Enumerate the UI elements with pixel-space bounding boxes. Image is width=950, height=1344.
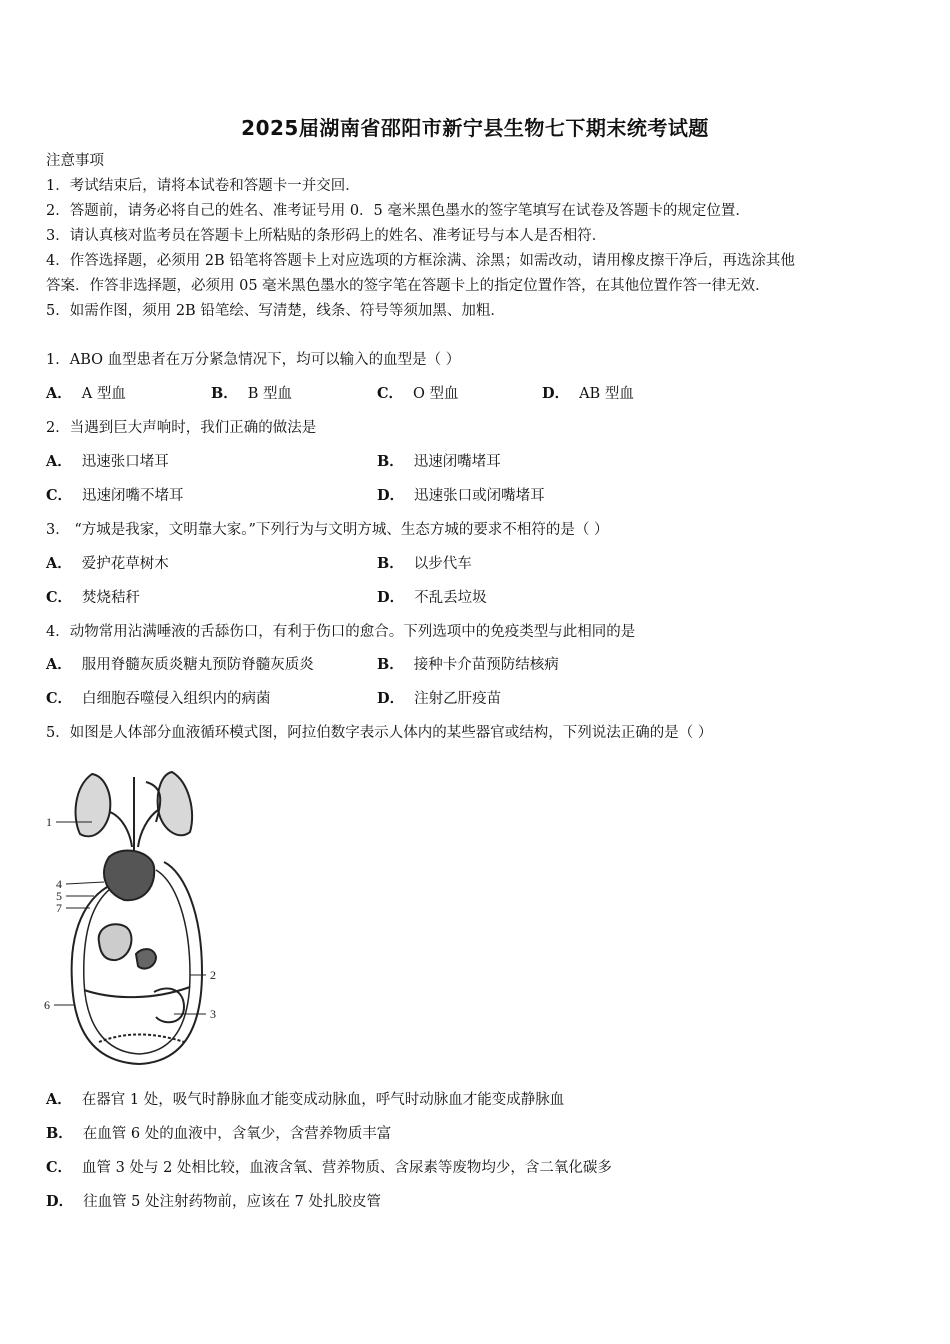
left-lung [76,774,111,836]
option-text: 在血管 6 处的血液中，含氧少，含营养物质丰富 [82,1126,392,1142]
option-letter: C． [46,690,73,707]
option-letter: D． [542,385,570,402]
notice-item: 5．如需作图，须用 2B 铅笔绘、写清楚，线条、符号等须加黑、加粗． [46,303,505,319]
option-text: 以步代车 [413,556,472,572]
liver [99,924,132,960]
stomach [136,949,156,969]
question-3-option-c [46,588,140,608]
option-text: O 型血 [413,386,459,402]
question-5-option-b [46,1124,391,1144]
blood-circulation-diagram [44,762,229,1072]
question-2-option-c [46,486,184,506]
question-4-stem: 4．动物常用沾满唾液的舌舔伤口，有利于伤口的愈合。下列选项中的免疫类型与此相同的是 [46,624,636,640]
option-letter: D． [46,1193,74,1210]
option-letter: B． [46,1125,73,1142]
heart [104,850,154,900]
notice-item: 3．请认真核对监考员在答题卡上所粘贴的条形码上的姓名、准考证号与本人是否相符． [46,228,607,244]
question-5-option-d [46,1192,381,1212]
option-letter: C． [46,487,73,504]
question-2-option-d [377,486,545,506]
option-text: 血管 3 处与 2 处相比较，血液含氧、营养物质、含尿素等废物均少，含二氧化碳多 [82,1160,612,1176]
figure-label-6: 6 [44,998,50,1012]
figure-label-4: 4 [56,877,62,891]
question-3-option-b [377,554,472,574]
pulmonary-vessel [110,812,132,847]
vessel-connection [84,987,190,997]
option-text: 注射乙肝疫苗 [414,691,502,707]
option-text: 接种卡介苗预防结核病 [413,657,559,673]
figure-label-5: 5 [56,889,62,903]
question-1-option-c [377,384,459,404]
option-text: B 型血 [247,386,293,402]
figure-label-3: 3 [210,1007,216,1021]
figure-label-7: 7 [56,901,62,915]
option-text: A 型血 [81,386,126,402]
question-2-stem: 2．当遇到巨大声响时，我们正确的做法是 [46,420,317,436]
option-text: 迅速闭嘴不堵耳 [82,488,184,504]
question-5-stem: 5．如图是人体部分血液循环模式图，阿拉伯数字表示人体内的某些器官或结构，下列说法正确的是（ ） [46,725,713,741]
figure-label-2: 2 [210,968,216,982]
option-text: 焚烧秸秆 [82,590,141,606]
option-letter: B． [377,453,404,470]
question-3-option-a [46,554,169,574]
question-2-option-a [46,452,169,472]
question-3-stem: 3． “方城是我家，文明靠大家。”下列行为与文明方城、生态方城的要求不相符的是（ ） [46,522,609,538]
option-letter: D． [377,487,405,504]
option-text: 白细胞吞噬侵入组织内的病菌 [82,691,271,707]
right-lung [158,772,192,835]
question-4-option-d [377,689,501,709]
notice-item: 4．作答选择题，必须用 2B 铅笔将答题卡上对应选项的方框涂满、涂黑；如需改动，请用橡皮擦干净后，再选涂其他 [46,253,795,269]
option-letter: D． [377,589,405,606]
option-text: 服用脊髓灰质炎糖丸预防脊髓灰质炎 [81,657,314,673]
question-1-option-d [542,384,634,404]
option-letter: A． [46,656,72,673]
option-letter: D． [377,690,405,707]
question-3-option-d [377,588,487,608]
option-letter: A． [46,1091,72,1108]
question-4-option-b [377,655,559,675]
option-letter: C． [46,1159,73,1176]
question-1-stem: 1．ABO 血型患者在万分紧急情况下，均可以输入的血型是（ ） [46,352,461,368]
question-1-option-b [211,384,292,404]
option-letter: A． [46,453,72,470]
question-4-option-a [46,655,314,675]
option-text: 迅速张口堵耳 [81,454,169,470]
notice-item: 1．考试结束后，请将本试卷和答题卡一并交回． [46,178,360,194]
option-letter: A． [46,385,72,402]
option-text: 不乱丢垃圾 [414,590,487,606]
option-letter: B． [377,555,404,572]
question-2-option-b [377,452,501,472]
option-letter: A． [46,555,72,572]
leader-line-4 [66,882,104,884]
question-4-option-c [46,689,271,709]
page-title: 2025届湖南省邵阳市新宁县生物七下期末统考试题 [241,116,709,140]
option-letter: C． [46,589,73,606]
option-text: 爱护花草树木 [81,556,169,572]
option-text: 迅速张口或闭嘴堵耳 [414,488,545,504]
option-text: AB 型血 [579,386,634,402]
option-letter: C． [377,385,404,402]
figure-label-1: 1 [46,815,52,829]
notice-item: 答案．作答非选择题，必须用 05 毫米黑色墨水的签字笔在答题卡上的指定位置作答，在其他位置作答一律无效． [46,278,770,294]
option-text: 在器官 1 处，吸气时静脉血才能变成动脉血，呼气时动脉血才能变成静脉血 [81,1092,565,1108]
question-5-option-c [46,1158,612,1178]
option-text: 往血管 5 处注射药物前，应该在 7 处扎胶皮管 [83,1194,381,1210]
notice-heading: 注意事项 [46,153,104,169]
question-1-option-a [46,384,126,404]
notice-item: 2．答题前，请务必将自己的姓名、准考证号用 0．5 毫米黑色墨水的签字笔填写在试卷及答题卡的规定位置． [46,203,750,219]
option-letter: B． [377,656,404,673]
option-letter: B． [211,385,238,402]
pulmonary-vessel [138,810,158,847]
question-5-option-a [46,1090,564,1110]
option-text: 迅速闭嘴堵耳 [413,454,501,470]
